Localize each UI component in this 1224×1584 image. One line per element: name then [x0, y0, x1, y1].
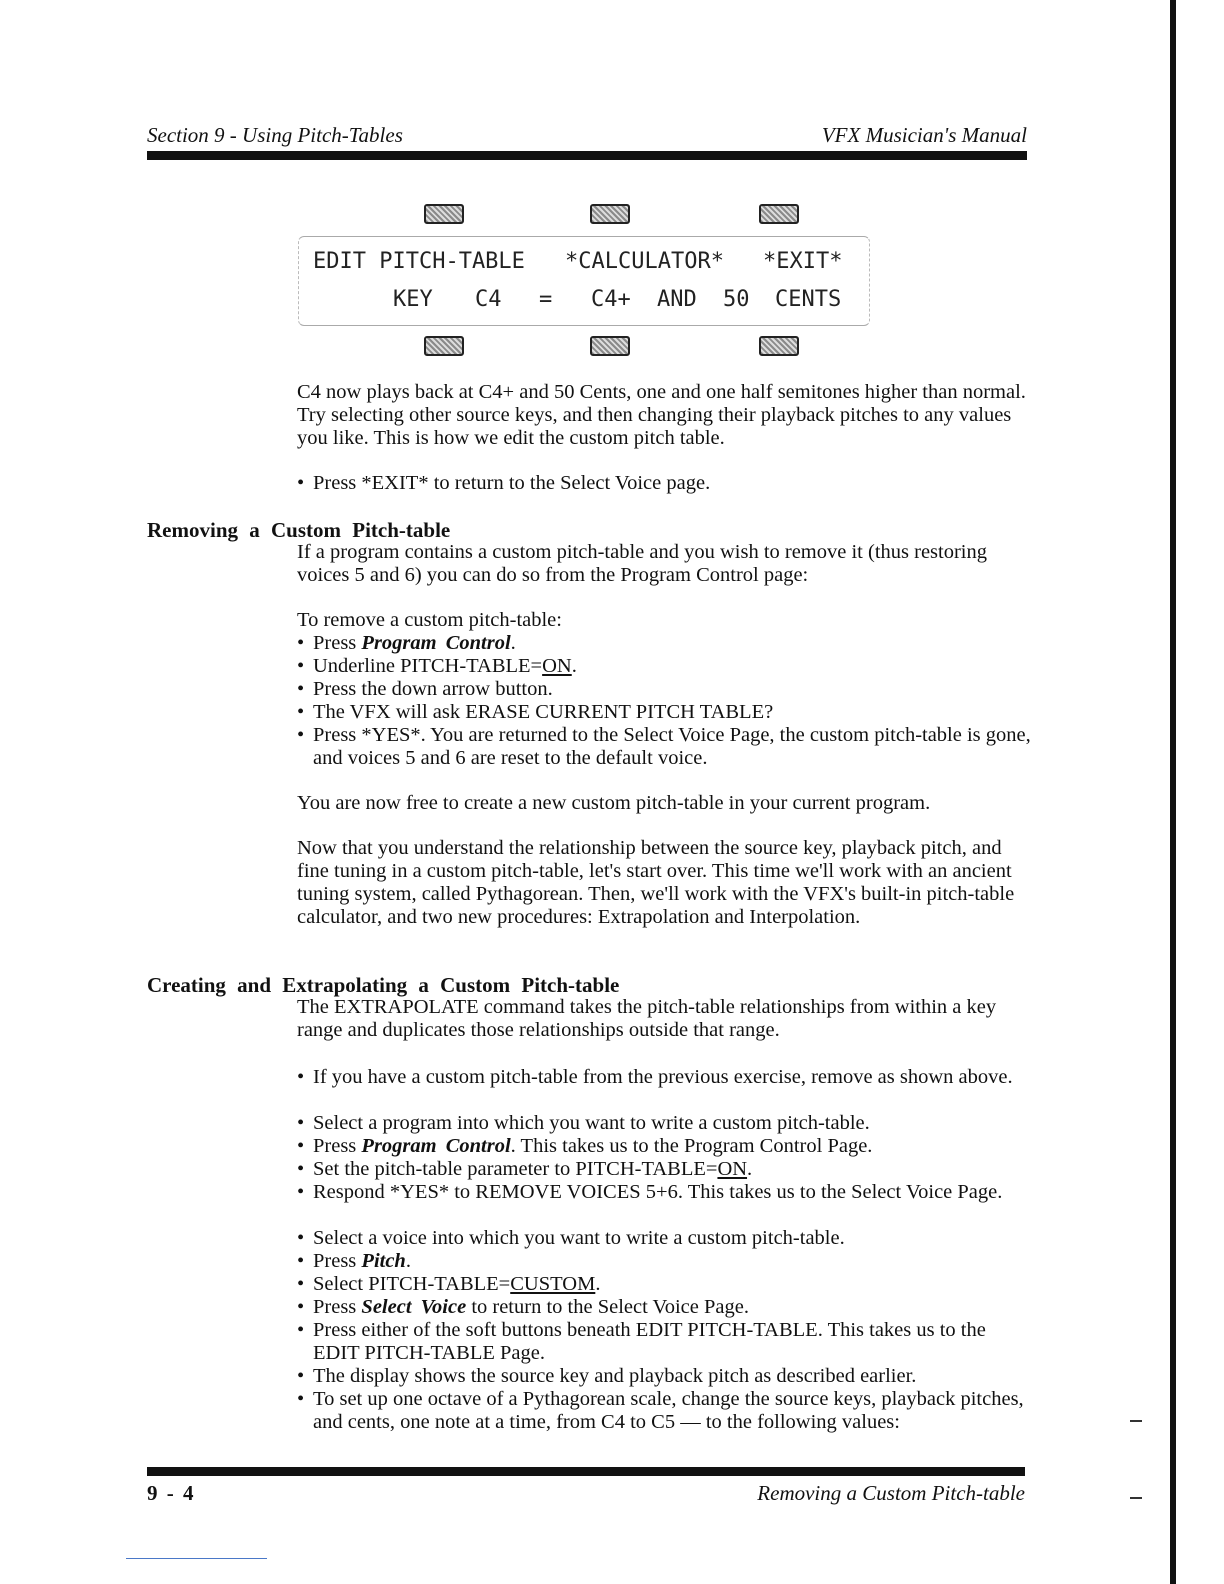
bullet-remove-previous	[297, 1066, 1032, 1089]
bullet-text: .	[510, 632, 516, 654]
relationship-paragraph: Now that you understand the relationship between the source key, playback pitch, and fine tuning in a custom pitch-table, let's start over. This time we'll work with an ancient tuning system, called Pythagorean. Then, we'll work with the VFX's built-in pitch-table calculator, and two new procedures: Extrapolation and Interpolation.	[297, 837, 1015, 928]
bullet-text: Press	[313, 1135, 362, 1157]
bullet-press-yes	[297, 724, 1032, 770]
remove-intro-paragraph: If a program contains a custom pitch-table and you wish to remove it (thus restoring voices 5 and 6) you can do so from the Program Control page:	[297, 541, 987, 586]
bullet-erase-prompt	[297, 701, 1032, 724]
bullet-press-exit	[297, 472, 1032, 495]
underlined-value: CUSTOM	[510, 1273, 596, 1295]
lcd-calculator: *CALCULATOR*	[565, 249, 724, 274]
bullet-underline-pitch-table	[297, 655, 1032, 678]
bullet-press-program-control	[297, 632, 1032, 655]
bullet-text: Press	[313, 1296, 362, 1318]
extrapolate-intro-paragraph: The EXTRAPOLATE command takes the pitch-table relationships from within a key range and duplicates those relationships outside that range.	[297, 996, 997, 1041]
remove-lead-in: To remove a custom pitch-table:	[297, 609, 562, 631]
bullet-press-down-arrow	[297, 678, 1032, 701]
heading-removing-custom-pitch-table: Removing a Custom Pitch-table	[147, 518, 451, 542]
bullet-text: Press	[313, 632, 362, 654]
bullet-text: Press	[313, 1250, 362, 1272]
bold-command: Select Voice	[361, 1296, 467, 1318]
bullet-press-select-voice	[297, 1296, 1032, 1319]
lcd-and: AND	[657, 287, 697, 312]
underlined-value: ON	[717, 1158, 748, 1180]
bullet-text: .	[405, 1250, 411, 1272]
bullet-text: .	[595, 1273, 601, 1295]
margin-tick	[1130, 1420, 1142, 1422]
bullet-text: The VFX will ask ERASE CURRENT PITCH TABLE?	[313, 701, 774, 723]
page-number: 9 - 4	[147, 1481, 194, 1505]
margin-tick	[1130, 1497, 1142, 1499]
free-to-create-paragraph: You are now free to create a new custom pitch-table in your current program.	[297, 792, 931, 814]
scan-artifact-line	[126, 1558, 267, 1559]
lcd-key-label: KEY	[393, 287, 433, 312]
bold-command: Program Control	[361, 632, 511, 654]
bullet-select-custom	[297, 1273, 1032, 1296]
lcd-edit-pitch-table: EDIT PITCH-TABLE	[313, 249, 525, 274]
soft-button-bottom-3	[759, 336, 799, 356]
bullet-text: . This takes us to the Program Control Page.	[510, 1135, 873, 1157]
bullet-text: .	[747, 1158, 753, 1180]
header-rule	[147, 151, 1027, 160]
bullet-text: Press *EXIT* to return to the Select Voice page.	[313, 472, 711, 494]
bullet-text: .	[571, 655, 577, 677]
bullet-text: Press *YES*. You are returned to the Select Voice Page, the custom pitch-table is gone, and voices 5 and 6 are reset to the default voice.	[313, 724, 1031, 769]
lcd-display-figure	[298, 200, 868, 358]
bullet-press-program-control-2	[297, 1135, 1032, 1158]
bullet-pythagorean-octave	[297, 1388, 1032, 1434]
bullet-press-soft-buttons	[297, 1319, 1032, 1365]
lcd-source-key: C4	[475, 287, 502, 312]
running-footer-title: Removing a Custom Pitch-table	[757, 1481, 1025, 1505]
lcd-equals: =	[539, 287, 553, 312]
bold-command: Program Control	[361, 1135, 511, 1157]
soft-button-bottom-1	[424, 336, 464, 356]
bullet-press-pitch	[297, 1250, 1032, 1273]
bullet-text: Select PITCH-TABLE=	[313, 1273, 511, 1295]
bold-command: Pitch	[361, 1250, 406, 1272]
page-edge-bar	[1170, 0, 1176, 1584]
soft-button-top-3	[759, 204, 799, 224]
bullet-text: Select a program into which you want to write a custom pitch-table.	[313, 1112, 870, 1134]
soft-button-top-2	[590, 204, 630, 224]
bullet-text: Set the pitch-table parameter to PITCH-TABLE=	[313, 1158, 718, 1180]
bullet-text: Underline PITCH-TABLE=	[313, 655, 543, 677]
underlined-value: ON	[542, 655, 572, 677]
intro-paragraph: C4 now plays back at C4+ and 50 Cents, one and one half semitones higher than normal. Try selecting other source keys, and then changing their playback pitches to any values you like. This is how we edit the custom pitch table.	[297, 381, 1026, 449]
running-header-section: Section 9 - Using Pitch-Tables	[147, 123, 403, 147]
bullet-text: Press either of the soft buttons beneath EDIT PITCH-TABLE. This takes us to the EDIT PITCH-TABLE Page.	[313, 1319, 986, 1364]
bullet-text: To set up one octave of a Pythagorean scale, change the source keys, playback pitches, and cents, one note at a time, from C4 to C5 — to the following values:	[313, 1388, 1024, 1433]
bullet-set-pitch-table-on	[297, 1158, 1032, 1181]
lcd-cents-value: 50	[723, 287, 750, 312]
running-header-manual: VFX Musician's Manual	[821, 123, 1027, 147]
bullet-text: Respond *YES* to REMOVE VOICES 5+6. This takes us to the Select Voice Page.	[313, 1181, 1003, 1203]
bullet-select-program	[297, 1112, 1032, 1135]
lcd-exit: *EXIT*	[763, 249, 843, 274]
bullet-select-voice	[297, 1227, 1032, 1250]
bullet-text: The display shows the source key and playback pitch as described earlier.	[313, 1365, 917, 1387]
footer-rule	[147, 1467, 1025, 1476]
bullet-text: Press the down arrow button.	[313, 678, 553, 700]
bullet-text: Select a voice into which you want to write a custom pitch-table.	[313, 1227, 845, 1249]
soft-button-top-1	[424, 204, 464, 224]
soft-button-bottom-2	[590, 336, 630, 356]
bullet-display-shows	[297, 1365, 1032, 1388]
bullet-text: If you have a custom pitch-table from the previous exercise, remove as shown above.	[313, 1066, 1013, 1088]
lcd-screen	[298, 236, 870, 326]
heading-creating-extrapolating: Creating and Extrapolating a Custom Pitch-table	[147, 973, 620, 997]
lcd-cents-label: CENTS	[775, 287, 842, 312]
bullet-respond-yes	[297, 1181, 1032, 1204]
lcd-playback-pitch: C4+	[591, 287, 631, 312]
bullet-text: to return to the Select Voice Page.	[466, 1296, 749, 1318]
